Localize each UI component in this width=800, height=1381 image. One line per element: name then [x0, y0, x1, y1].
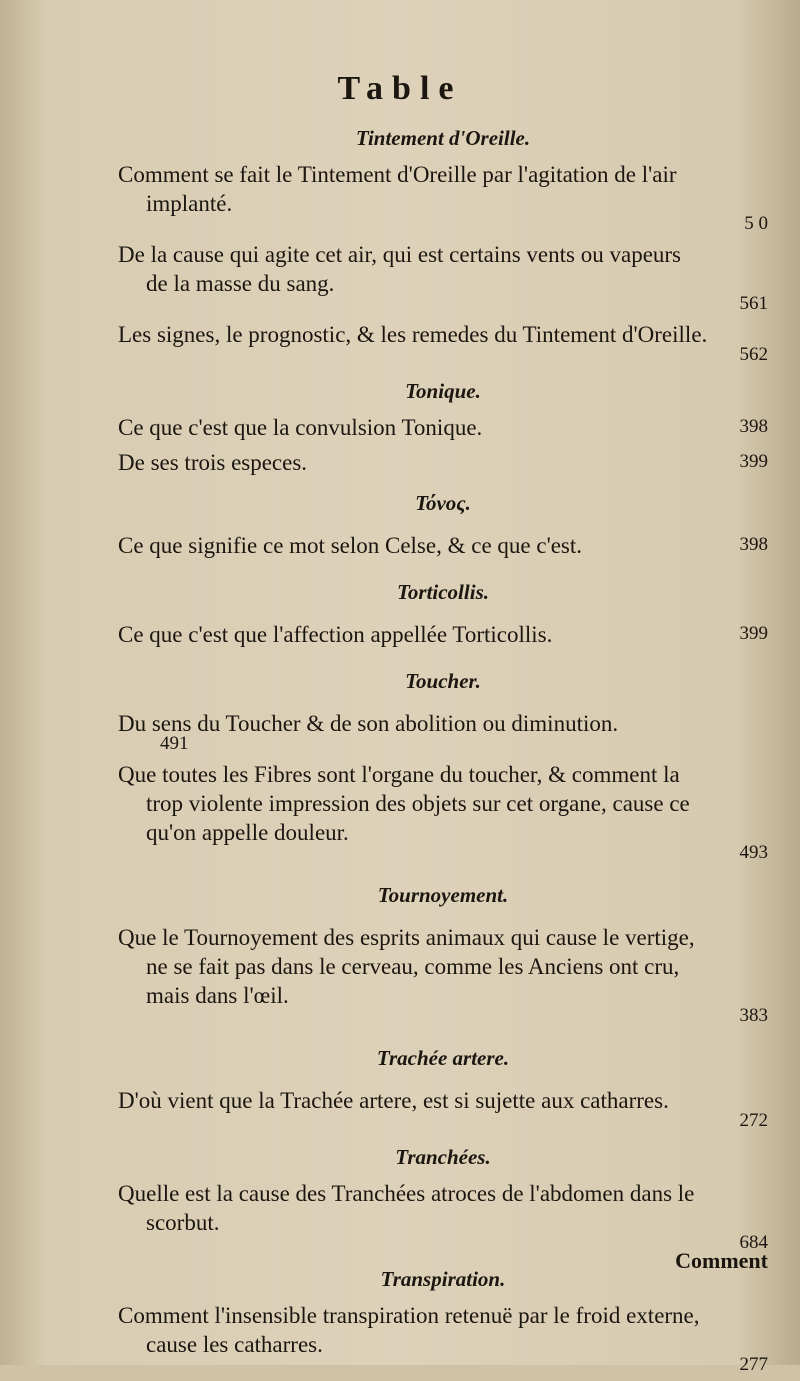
entry-page-number: 277 [739, 1354, 768, 1375]
index-entry [118, 1301, 768, 1375]
entry-text: Ce que c'est que la convulsion Tonique. [118, 415, 483, 440]
entry-page-number: 5 0 [744, 213, 768, 234]
index-entry [118, 1086, 768, 1131]
entry-text: Comment l'insensible transpiration retenuë par le froid externe, cause les catharres. [118, 1303, 700, 1357]
entry-page-number: 399 [739, 451, 768, 472]
index-entry [118, 709, 768, 754]
entry-text: Quelle est la cause des Tranchées atroces de l'abdomen dans le scorbut. [118, 1181, 695, 1235]
entry-page-number: 562 [739, 344, 768, 365]
entry-text: De ses trois especes. [118, 450, 308, 475]
entry-page-number: 684 [739, 1232, 768, 1253]
section-title-tonique: Tonique. [405, 379, 481, 403]
entry-page-number: 561 [739, 293, 768, 314]
index-entry [118, 448, 768, 477]
index-entry [118, 1179, 768, 1253]
catchword: Comment [675, 1248, 768, 1273]
running-header: Table [337, 70, 463, 107]
entry-text: Les signes, le prognostic, & les remedes du Tintement d'Oreille. [118, 322, 708, 347]
section-title-tonos: Τόνος. [415, 491, 471, 515]
section-title-transpiration: Transpiration. [380, 1267, 506, 1291]
entry-page-number: 493 [739, 842, 768, 863]
entry-page-number: 383 [739, 1005, 768, 1026]
entry-page-number: 398 [739, 534, 768, 555]
entry-text: Ce que signifie ce mot selon Celse, & ce que c'est. [118, 533, 583, 558]
index-entry [118, 413, 768, 442]
entry-page-number: 491 [160, 733, 189, 754]
section-title-tranchees: Tranchées. [395, 1145, 491, 1169]
entry-text: Que toutes les Fibres sont l'organe du toucher, & comment la trop violente impression des objets sur cet organe, cause ce qu'on appelle douleur. [118, 762, 690, 845]
index-entry [118, 160, 768, 234]
index-entry [118, 240, 768, 314]
entry-page-number: 272 [739, 1110, 768, 1131]
entry-text: D'où vient que la Trachée artere, est si sujette aux catharres. [118, 1088, 669, 1113]
entry-text: Du sens du Toucher & de son abolition ou diminution. [118, 711, 619, 736]
index-entry [118, 320, 768, 365]
entry-text: Comment se fait le Tintement d'Oreille par l'agitation de l'air implanté. [118, 162, 677, 216]
index-entry [118, 760, 768, 863]
entry-page-number: 399 [739, 623, 768, 644]
index-content [118, 118, 768, 1381]
index-entry [118, 620, 768, 649]
entry-page-number: 398 [739, 416, 768, 437]
section-title-tintement: Tintement d'Oreille. [355, 126, 531, 150]
entry-text: De la cause qui agite cet air, qui est certains vents ou vapeurs de la masse du sang. [118, 242, 682, 296]
index-entry [118, 923, 768, 1026]
section-title-tournoyement: Tournoyement. [377, 883, 509, 907]
index-entry [118, 531, 768, 560]
entry-text: Ce que c'est que l'affection appellée Torticollis. [118, 622, 553, 647]
section-title-trachee: Trachée artere. [376, 1046, 510, 1070]
entry-text: Que le Tournoyement des esprits animaux qui cause le vertige, ne se fait pas dans le cerveau, comme les Anciens ont cru, mais dans l'œil. [118, 925, 695, 1008]
section-title-toucher: Toucher. [405, 669, 481, 693]
section-title-torticollis: Torticollis. [397, 580, 489, 604]
